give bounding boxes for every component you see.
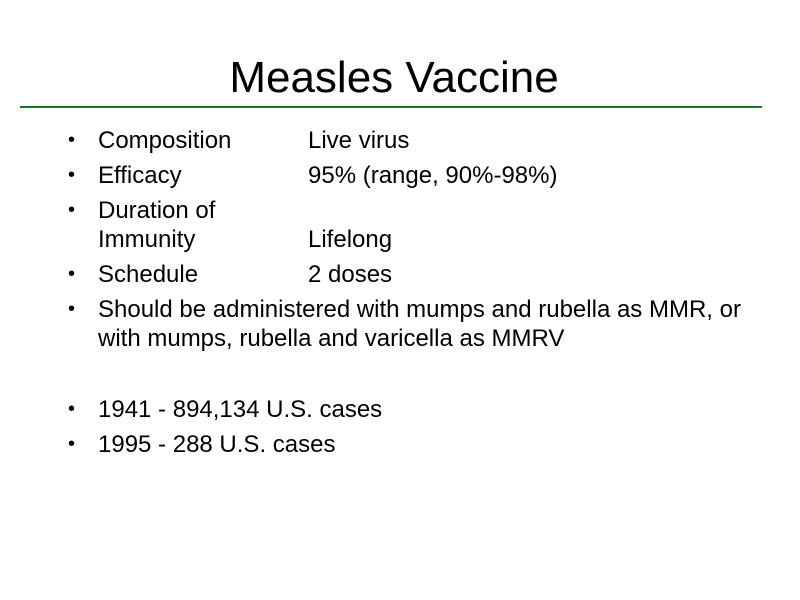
- list-item-cases-1995: [68, 430, 768, 459]
- list-item-mmr-note: [68, 295, 768, 353]
- list-item-schedule: [68, 260, 768, 289]
- mmr-note-text: Should be administered with mumps and rubella as MMR, or with mumps, rubella and varicella as MMRV: [98, 296, 741, 352]
- bullet-icon: •: [68, 433, 76, 455]
- fact-label: Immunity: [98, 226, 196, 253]
- fact-label: Duration of: [98, 197, 216, 224]
- cases-text: 1995 - 288 U.S. cases: [98, 431, 336, 458]
- list-item-composition: [68, 126, 768, 155]
- fact-value: 2 doses: [308, 261, 393, 288]
- list-item-duration: [68, 196, 768, 254]
- fact-value: Lifelong: [308, 226, 393, 253]
- spacer: [68, 359, 768, 395]
- fact-label: Schedule: [98, 261, 199, 288]
- bullet-list: [68, 126, 768, 465]
- bullet-icon: •: [68, 298, 76, 320]
- fact-label: Composition: [98, 127, 232, 154]
- fact-value: Live virus: [308, 127, 410, 154]
- bullet-icon: •: [68, 129, 76, 151]
- fact-label: Efficacy: [98, 162, 182, 189]
- list-item-efficacy: [68, 161, 768, 190]
- bullet-icon: •: [68, 263, 76, 285]
- bullet-icon: •: [68, 398, 76, 420]
- fact-value: 95% (range, 90%-98%): [308, 162, 558, 189]
- bullet-icon: •: [68, 164, 76, 186]
- title-divider: [20, 106, 762, 108]
- list-item-cases-1941: [68, 395, 768, 424]
- cases-text: 1941 - 894,134 U.S. cases: [98, 396, 383, 423]
- slide-title: Measles Vaccine: [229, 53, 559, 102]
- bullet-icon: •: [68, 199, 76, 221]
